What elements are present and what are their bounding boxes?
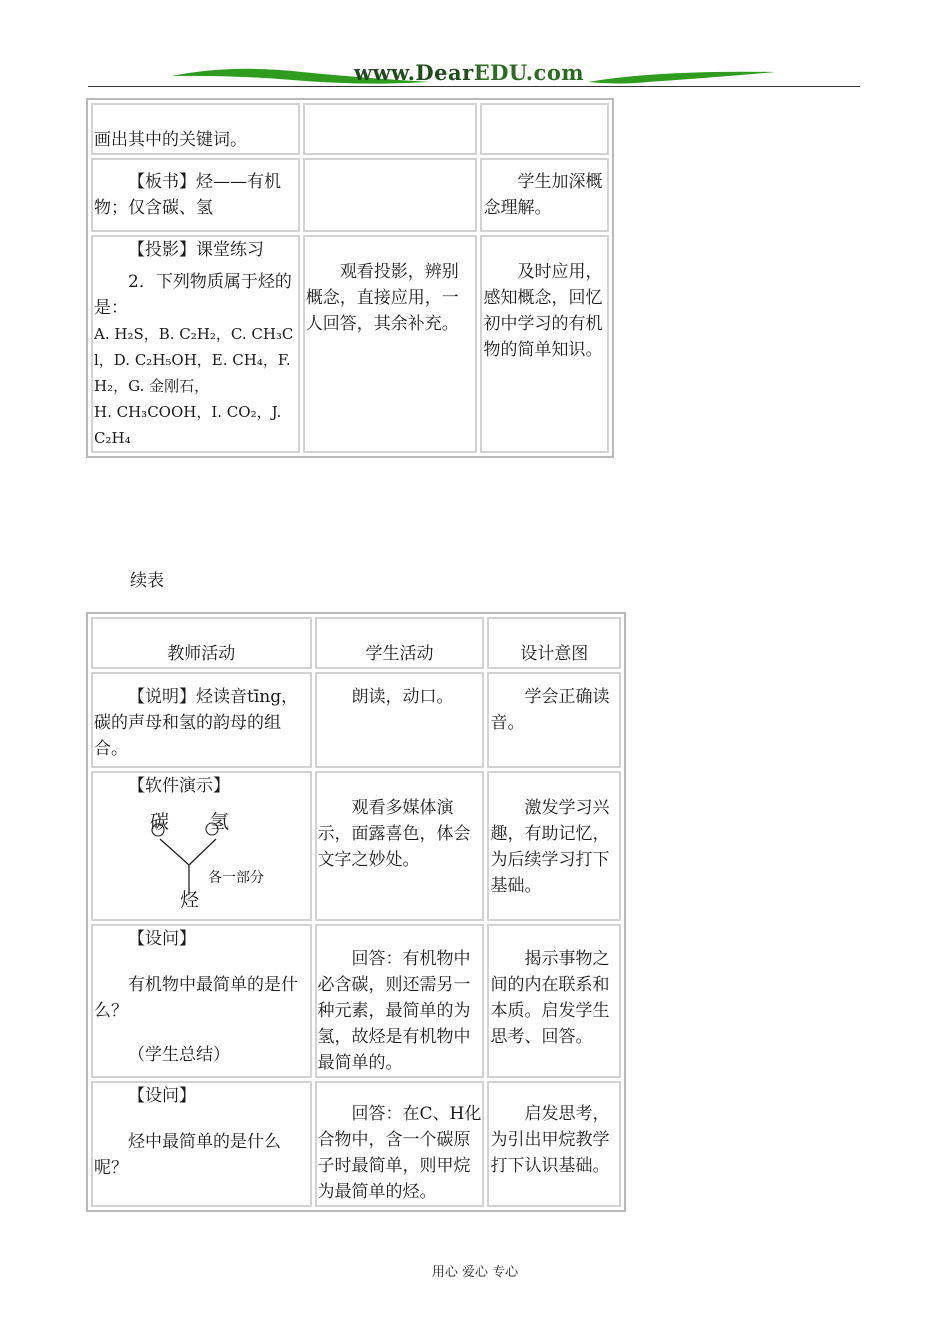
question-note: （学生总结）: [128, 1045, 230, 1065]
teacher-cell: 【说明】烃读音tīng，碳的声母和氢的韵母的组合。: [91, 672, 312, 768]
table-header-row: [91, 617, 621, 669]
exercise-options-cont: H. CH₃COOH，I. CO₂，J. C₂H₄: [94, 403, 282, 447]
table-row: [91, 1081, 621, 1207]
diagram-hydrocarbon: 烃: [180, 889, 200, 911]
diagram-hydrogen: 氢: [210, 811, 230, 833]
student-cell: [303, 158, 478, 232]
page-footer: 用心 爱心 专心: [431, 1265, 519, 1280]
table-row: [91, 158, 609, 232]
student-cell: 回答：在C、H化合物中，含一个碳原子时最简单，则甲烷为最简单的烃。: [315, 1081, 485, 1207]
page-header: [88, 58, 860, 92]
teacher-cell: [91, 1081, 312, 1207]
teacher-cell: [91, 235, 300, 453]
table-row: [91, 103, 609, 155]
exercise-options: A. H₂S，B. C₂H₂，C. CH₃Cl，D. C₂H₅OH，E. CH₄，F. H₂，G. 金刚石，: [94, 325, 294, 395]
question-title: 【设问】: [128, 1086, 196, 1106]
question-text: 烃中最简单的是什么呢？: [94, 1132, 281, 1178]
student-cell: 观看多媒体演示，面露喜色，体会文字之妙处。: [315, 771, 485, 921]
lesson-table-2: [86, 612, 626, 1212]
header-teacher: 教师活动: [91, 617, 312, 669]
table-row: [91, 771, 621, 921]
student-cell: 回答：有机物中必含碳，则还需另一种元素，最简单的为氢，故烃是有机物中最简单的。: [315, 924, 485, 1078]
software-demo-title: 【软件演示】: [128, 776, 230, 796]
table-row: [91, 672, 621, 768]
table-row: [91, 924, 621, 1078]
character-diagram: [94, 799, 309, 917]
intent-cell: 学会正确读音。: [487, 672, 621, 768]
header-student: 学生活动: [315, 617, 485, 669]
question-text: 有机物中最简单的是什么？: [94, 975, 298, 1021]
intent-cell: 激发学习兴趣，有助记忆，为后续学习打下基础。: [487, 771, 621, 921]
lesson-table-1: [86, 98, 614, 458]
teacher-cell: 【板书】烃——有机物；仅含碳、氢: [91, 158, 300, 232]
intent-cell: 揭示事物之间的内在联系和本质。启发学生思考、回答。: [487, 924, 621, 1078]
intent-cell: 及时应用，感知概念，回忆初中学习的有机物的简单知识。: [480, 235, 609, 453]
continuation-label: 续表: [130, 571, 164, 591]
teacher-cell: 画出其中的关键词。: [91, 103, 300, 155]
site-brand: www.DearEDU.com: [354, 60, 585, 85]
student-cell: 观看投影，辨别概念，直接应用，一人回答，其余补充。: [303, 235, 478, 453]
intent-cell: 启发思考，为引出甲烷教学打下认识基础。: [487, 1081, 621, 1207]
header-intent: 设计意图: [487, 617, 621, 669]
intent-cell: [480, 103, 609, 155]
exercise-question: 2．下列物质属于烃的是：: [94, 272, 292, 318]
diagram-note: 各一部分: [208, 870, 264, 886]
projection-title: 【投影】课堂练习: [128, 240, 264, 260]
diagram-carbon: 碳: [150, 811, 170, 833]
table-row: [91, 235, 609, 453]
teacher-cell: [91, 924, 312, 1078]
intent-cell: 学生加深概念理解。: [480, 158, 609, 232]
right-swoosh-icon: [588, 66, 778, 88]
question-title: 【设问】: [128, 929, 196, 949]
teacher-cell: [91, 771, 312, 921]
student-cell: [303, 103, 478, 155]
header-rule: [88, 86, 860, 87]
student-cell: 朗读，动口。: [315, 672, 485, 768]
